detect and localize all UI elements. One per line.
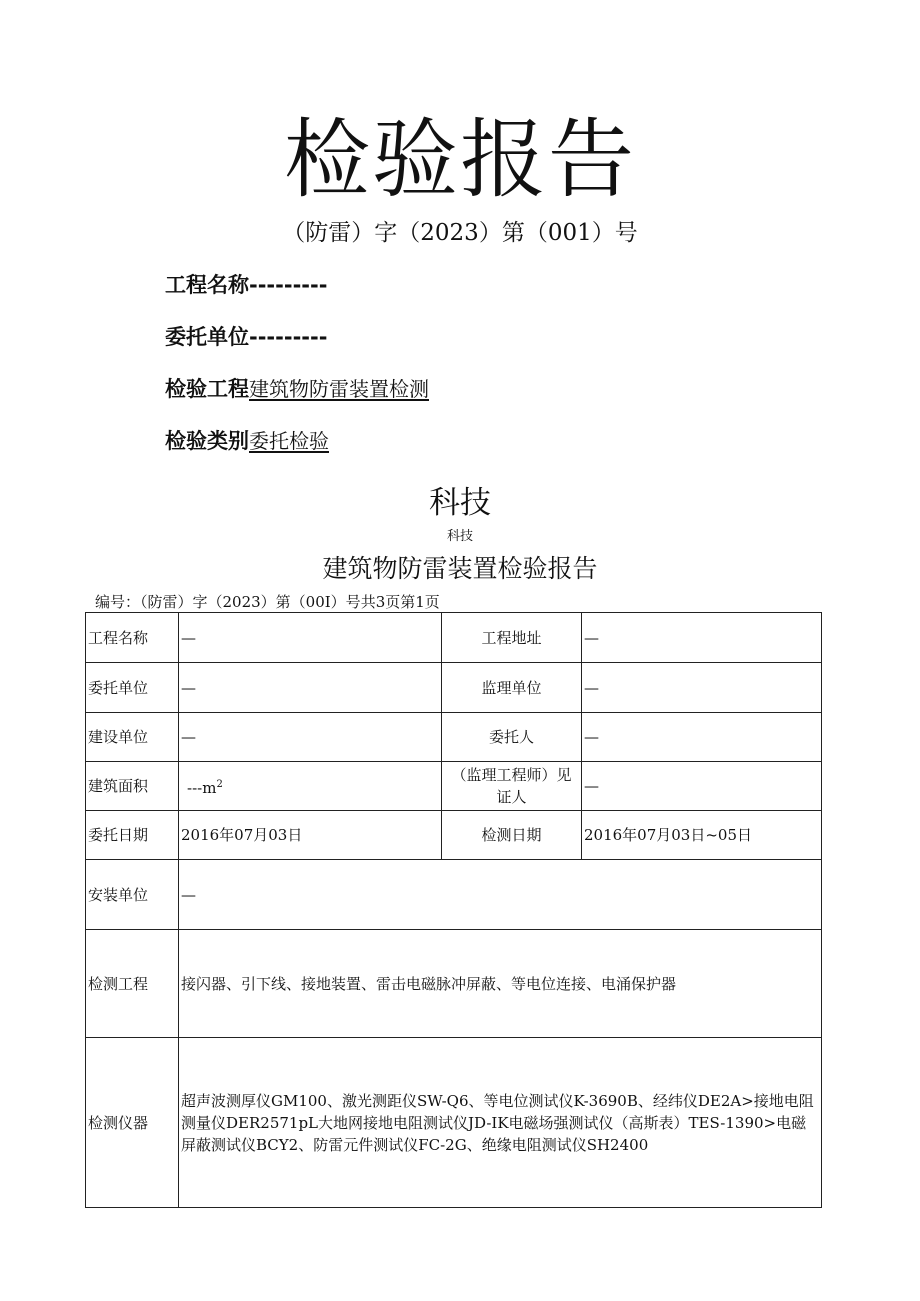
field-label: 检验类别 — [165, 429, 249, 453]
company-name-small: 科技 — [446, 529, 473, 544]
table-row — [86, 860, 822, 930]
field-value: 建筑物防雷装置检测 — [249, 377, 429, 401]
table-row — [86, 930, 822, 1038]
cell-label: 委托单位 — [86, 663, 179, 713]
cell-value: 2016年07月03日~05日 — [582, 811, 822, 860]
table-row — [86, 663, 822, 713]
cell-label — [442, 762, 582, 811]
area-value: ---m — [187, 778, 217, 797]
field-value: 委托检验 — [249, 429, 329, 453]
area-unit-superscript: 2 — [216, 778, 223, 790]
cell-value — [179, 762, 442, 811]
witness-label-line1: （监理工程师）见 — [451, 766, 572, 784]
table-row — [86, 1038, 822, 1208]
field-project-name — [165, 270, 327, 300]
report-serial: 编号：（防雷）字（2023）第（00I）号共3页第1页 — [95, 593, 440, 611]
cell-label: 工程地址 — [442, 613, 582, 663]
witness-label-line2: 证人 — [496, 788, 527, 806]
cell-label: 监理单位 — [442, 663, 582, 713]
cell-label: 检测仪器 — [86, 1038, 179, 1208]
cell-value: — — [582, 613, 822, 663]
cell-value: — — [179, 613, 442, 663]
cell-value: — — [582, 663, 822, 713]
cell-label: 检测工程 — [86, 930, 179, 1038]
field-label: 工程名称 — [165, 273, 249, 297]
cell-value: — — [582, 762, 822, 811]
field-blank: --------- — [249, 273, 328, 297]
field-inspection-project — [165, 374, 429, 404]
cell-value: 超声波测厚仪GM100、激光测距仪SW-Q6、等电位测试仪K-3690B、经纬仪DE2A>接地电阻测量仪DER2571pL大地网接地电阻测试仪JD-IK电磁场强测试仪（高斯表）TES-1390>电磁屏蔽测试仪BCY2、防雷元件测试仪FC-2G、绝缘电阻测试仪SH2400 — [179, 1038, 822, 1208]
field-blank: --------- — [249, 325, 328, 349]
cell-label: 建设单位 — [86, 713, 179, 762]
cell-label: 委托人 — [442, 713, 582, 762]
cell-value: — — [179, 663, 442, 713]
field-label: 委托单位 — [165, 325, 249, 349]
company-name: 科技 — [429, 485, 491, 521]
cell-value: — — [179, 860, 822, 930]
document-number: （防雷）字（2023）第（001）号 — [282, 220, 638, 246]
field-label: 检验工程 — [165, 377, 249, 401]
cell-label: 检测日期 — [442, 811, 582, 860]
cell-label: 工程名称 — [86, 613, 179, 663]
cell-label: 安装单位 — [86, 860, 179, 930]
cell-value: 接闪器、引下线、接地装置、雷击电磁脉冲屏蔽、等电位连接、电涌保护器 — [179, 930, 822, 1038]
field-inspection-type — [165, 426, 329, 456]
cell-label: 建筑面积 — [86, 762, 179, 811]
field-client — [165, 322, 327, 352]
table-row — [86, 762, 822, 811]
report-main-title: 检验报告 — [284, 110, 636, 210]
table-row — [86, 811, 822, 860]
cell-value: — — [582, 713, 822, 762]
table-row — [86, 613, 822, 663]
report-info-table — [85, 612, 822, 1208]
report-title: 建筑物防雷装置检验报告 — [322, 554, 598, 583]
cell-value: 2016年07月03日 — [179, 811, 442, 860]
cell-value: — — [179, 713, 442, 762]
table-row — [86, 713, 822, 762]
cell-label: 委托日期 — [86, 811, 179, 860]
